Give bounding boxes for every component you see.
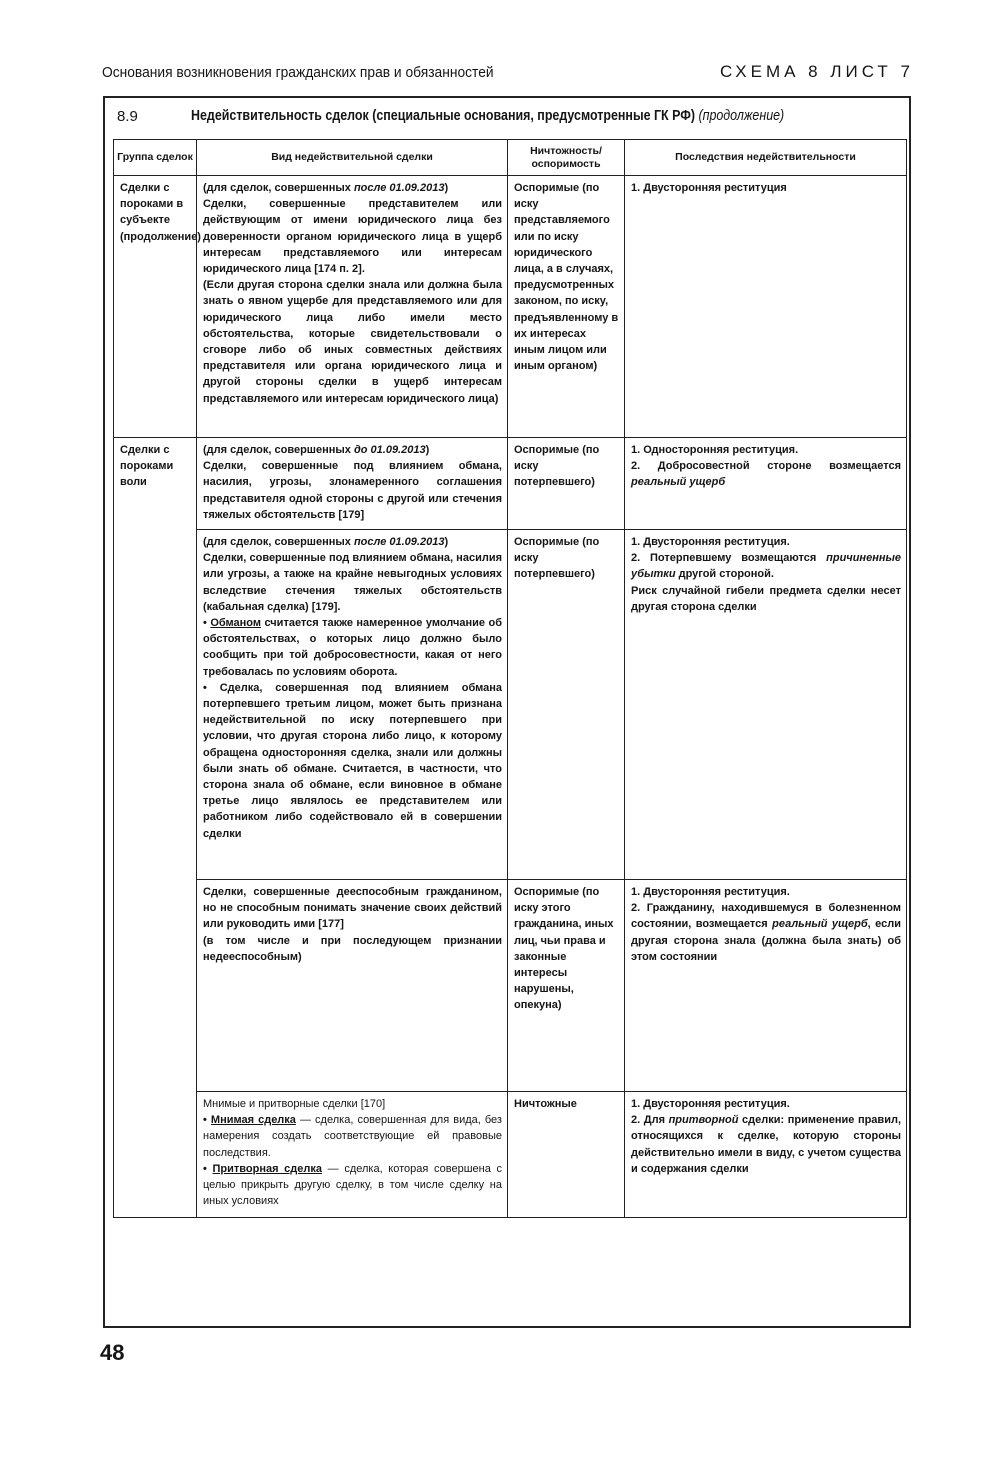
consequence-item: 2. Добросовестной стороне возмещается [631,460,901,473]
date-note-suffix: ) [425,444,430,456]
consequences-cell [625,438,907,530]
section-title [191,107,784,124]
term-pretend-deal: Притворная сделка [212,1162,323,1175]
section-title-text: Недействительность сделок (специальные основания, предусмотренные ГК РФ) [191,107,695,124]
section-number: 8.9 [117,108,138,125]
table-row [114,1092,907,1218]
date-note-prefix: (для сделок, совершенных [203,536,354,548]
date-note-date: после 01.09.2013 [353,536,445,548]
term-sham-deal: Мнимая сделка [210,1114,296,1127]
running-header-title: Основания возникновения гражданских прав и обязанностей [102,64,494,81]
nullity-cell: Оспоримые (по иску этого гражданина, иных лиц, чьи права и законные интересы нарушены, опекуна) [508,880,625,1092]
invalid-deals-table [113,139,907,1218]
nullity-cell: Оспоримые (по иску потерпевшего) [508,438,625,530]
kind-cell [197,438,508,530]
group-cell: Сделки с пороками воли [114,438,197,1218]
date-note-date: после 01.09.2013 [353,182,445,194]
col-header-group: Группа сделок [114,140,197,176]
consequence-emphasis: реальный ущерб [631,476,726,489]
consequence-item-suffix: другой стороной. [675,568,774,581]
kind-text: Сделки, совершенные под влиянием обмана, насилия, угрозы, злонамеренного соглашения представителя одной стороны с другой или стечения тяжелых обстоятельств [179] [203,460,502,521]
consequences-cell [625,1092,907,1218]
col-header-kind: Вид недействительной сделки [197,140,508,176]
col-header-nullity: Ничтожность/ оспоримость [508,140,625,176]
kind-text: Сделки, совершенные дееспособным гражданином, но не способным понимать значение своих действий или руководить ими [177] [203,886,502,931]
scheme-frame [103,96,911,1328]
bullet-text: • Сделка, совершенная под влиянием обмана потерпевшего третьим лицом, может быть признана недействительной по иску потерпевшего при условии, что другая сторона либо лицо, к которому обращена односторонняя сделка, знали или должны были знать об обмане. Считается, в частности, что сторона знала об обмане, если виновное в обмане третье лицо являлось ее представителем или работником либо содействовало ей в совершении сделки [203,680,502,842]
consequence-item-suffix: , если другая сторона знала (должна была знать) об этом состоянии [631,918,902,963]
kind-cell [197,176,508,438]
consequence-item: 1. Двусторонняя реституция. [631,536,790,548]
consequence-emphasis: реальный ущерб [772,918,868,931]
bullet-text: — сделка, совершенная для вида, без намерения создать соответствующие ей правовые последствия. [203,1114,502,1159]
date-note-suffix: ) [444,182,449,194]
consequences-cell [625,530,907,880]
table-row [114,880,907,1092]
kind-text-note: (в том числе и при последующем признании недееспособным) [203,934,502,963]
bullet-text: — сделка, которая совершена с целью прикрыть другую сделку, в том числе сделку на иных условиях [203,1162,502,1208]
table-row [114,176,907,438]
consequence-item: 1. Двусторонняя реституция [631,182,787,194]
kind-cell [197,1092,508,1218]
consequence-item-suffix: сделки: применение правил, относящихся к сделке, которую стороны действительно имели в виду, с учетом существа и содержания сделки [631,1114,901,1175]
bullet-text: считается также намеренное умолчание об обстоятельствах, о которых лицо должно было сообщить при той добросовестности, какая от него требовалась по условиям оборота. [203,617,502,678]
date-note-suffix: ) [444,536,449,548]
nullity-cell: Оспоримые (по иску представляемого или по иску юридического лица, а в случаях, предусмотренных законом, по иску, предъявленному в их интересах иным лицом или иным органом) [508,176,625,438]
term-deception: Обманом [210,617,261,630]
consequences-cell [625,880,907,1092]
consequence-item: 2. Потерпевшему возмещаются [631,552,827,565]
nullity-cell: Оспоримые (по иску потерпевшего) [508,530,625,880]
date-note-prefix: (для сделок, совершенных [203,182,354,194]
kind-text: Сделки, совершенные представителем или действующим от имени юридического лица без доверенности органом юридического лица в ущерб интересам представляемого или интересам юридического лица [174 п. 2]. [203,198,502,276]
section-title-suffix: (продолжение) [698,107,785,124]
kind-text: Мнимые и притворные сделки [170] [203,1098,386,1110]
kind-cell [197,880,508,1092]
table-header-row [114,140,907,176]
page-number: 48 [100,1340,125,1365]
consequences-cell [625,176,907,438]
col-header-consequences: Последствия недействительности [625,140,907,176]
running-header-sheet: СХЕМА 8 ЛИСТ 7 [719,62,914,81]
table-row [114,438,907,530]
consequence-item: Риск случайной гибели предмета сделки несет другая сторона сделки [631,584,901,613]
nullity-cell: Ничтожные [508,1092,625,1218]
consequence-emphasis: притворной [668,1114,739,1127]
consequence-item: 1. Двусторонняя реституция. [631,1098,790,1110]
kind-text-condition: (Если другая сторона сделки знала или должна была знать о явном ущербе для представляемого или для юридического лица либо имели место обстоятельства, которые свидетельствовали о сговоре либо об иных совместных действиях представителя или органа юридического лица и другой стороны сделки в ущерб интересам представляемого или интересам юридического лица) [203,279,502,405]
consequence-item: 2. Для [631,1114,669,1127]
kind-text: Сделки, совершенные под влиянием обмана, насилия или угрозы, а также на крайне невыгодных условиях вследствие стечения тяжелых обстоятельств (кабальная сделка) [179]. [203,552,502,613]
date-note-prefix: (для сделок, совершенных [203,444,354,456]
kind-cell [197,530,508,880]
table-row [114,530,907,880]
consequence-item: 2. Гражданину, находившемуся в болезненном состоянии, возмещается [631,902,901,931]
date-note-date: до 01.09.2013 [353,444,426,456]
consequence-item: 1. Односторонняя реституция. [631,444,799,456]
consequence-item: 1. Двусторонняя реституция. [631,886,790,898]
consequence-emphasis: причиненные убытки [631,552,901,581]
group-cell: Сделки с пороками в субъекте (продолжение) [114,176,197,438]
